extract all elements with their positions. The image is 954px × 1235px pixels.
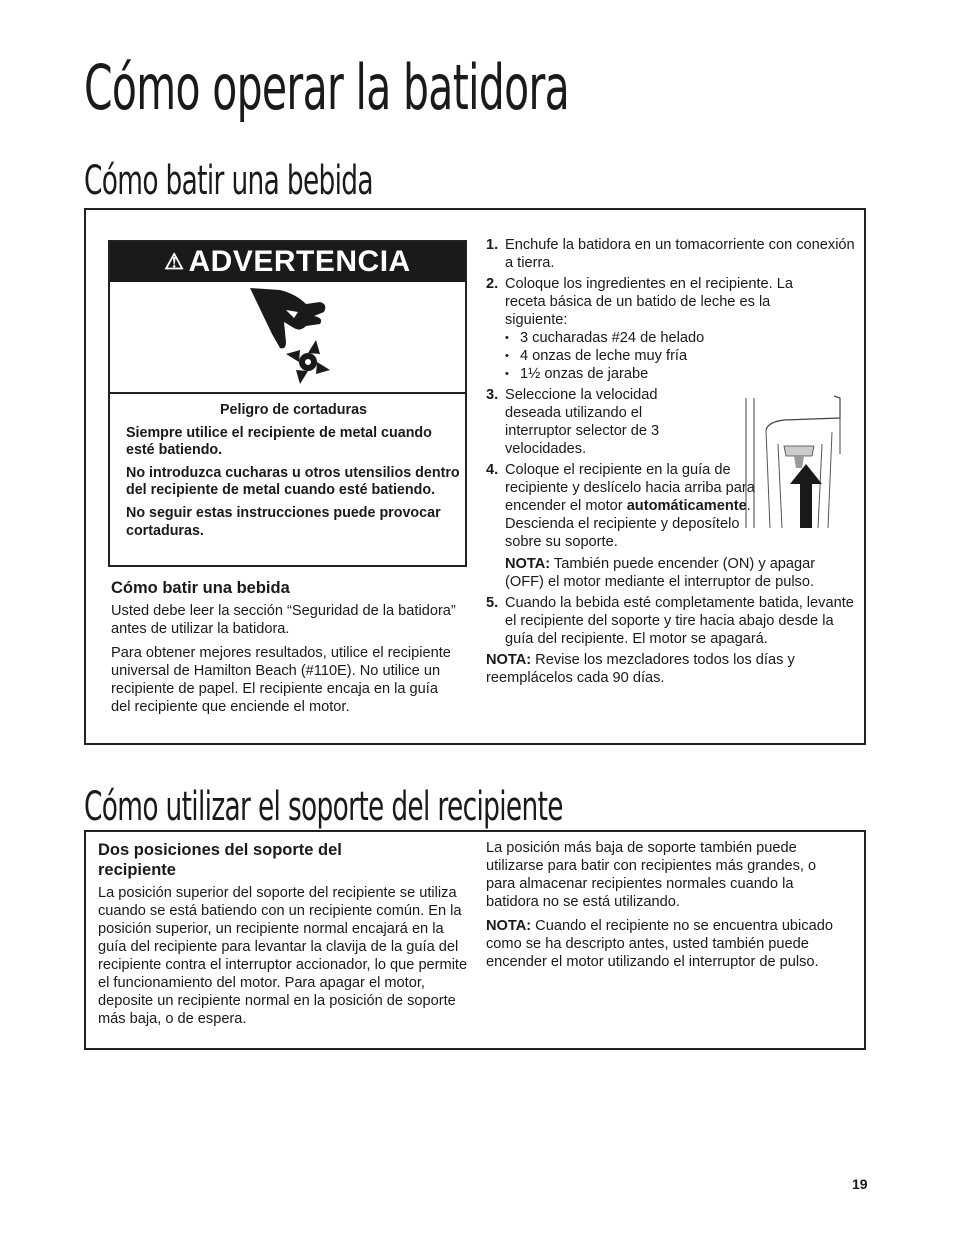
right-column-soporte (486, 839, 836, 977)
step-4: 4. Coloque el recipiente en la guía de recipiente y deslícelo hacia arriba para encender el motor automáticamente. Descienda el recipiente y deposítelo sobre su soporte. (486, 462, 755, 550)
step-1: 1. Enchufe la batidora en un tomacorriente con conexión a tierra. (486, 237, 855, 271)
note-soporte: NOTA: Cuando el recipiente no se encuentra ubicado como se ha descripto antes, usted también puede encender el motor utilizando el interruptor de pulso. (486, 918, 833, 970)
subheading-posiciones: Dos posiciones del soporte del recipiente (98, 841, 342, 879)
hand-blade-icon (110, 282, 465, 392)
recipe-item: • 3 cucharadas #24 de helado (505, 329, 805, 347)
paragraph-posicion-superior: La posición superior del soporte del recipiente se utiliza cuando se está batiendo con un recipiente común. En la posición superior, un recipiente normal encajará en la guía del recipiente para levantar la clavija de la guía del recipiente contra el interruptor accionador, lo que permite el funcionamiento del motor. Para apagar el motor, deposite un recipiente normal en la posición de soporte más baja, o de espera. (98, 885, 468, 1027)
recipe-list (505, 329, 805, 383)
paragraph-resultados: Para obtener mejores resultados, utilice el recipiente universal de Hamilton Beach (#110E). No utilice un recipiente de papel. El recipiente encaja en la guía del recipiente que enciende el motor. (111, 645, 451, 715)
page-number: 19 (852, 1176, 868, 1192)
warning-text (110, 394, 465, 540)
left-column-soporte (98, 840, 468, 1034)
warning-line-1: Siempre utilice el recipiente de metal cuando esté batiendo. (126, 424, 432, 459)
subheading-batir: Cómo batir una bebida (111, 579, 290, 597)
step-2: 2. Coloque los ingredientes en el recipiente. La receta básica de un batido de leche es la siguiente: • 3 cucharadas #24 de helado • 4 onzas de leche muy fría • 1½ onzas de jarabe (486, 275, 805, 383)
paragraph-seguridad: Usted debe leer la sección “Seguridad de la batidora” antes de utilizar la batidora. (111, 603, 456, 637)
warning-label: ADVERTENCIA (188, 245, 411, 278)
section-heading-soporte: Cómo utilizar el soporte del recipiente (84, 784, 563, 830)
recipe-item: • 1½ onzas de jarabe (505, 365, 805, 383)
warning-box (108, 240, 467, 567)
section-heading-batir: Cómo batir una bebida (84, 158, 373, 204)
warning-line-2: No introduzca cucharas u otros utensilios dentro del recipiente de metal cuando esté batiendo. (126, 464, 460, 499)
left-column-batir (111, 578, 461, 722)
cut-hazard-pictogram (110, 282, 465, 394)
step-3: 3. Seleccione la velocidad deseada utilizando el interruptor selector de 3 velocidades. (486, 387, 660, 457)
page-title: Cómo operar la batidora (84, 51, 570, 124)
step-5: 5. Cuando la bebida esté completamente batida, levante el recipiente del soporte y tire hacia abajo desde la guía del recipiente. El motor se apagará. (486, 595, 854, 647)
paragraph-posicion-baja: La posición más baja de soporte también puede utilizarse para batir con recipientes más grandes, o para almacenar recipientes normales cuando la batidora no se está utilizando. (486, 840, 817, 910)
warning-line-3: No seguir estas instrucciones puede provocar cortaduras. (126, 504, 441, 539)
warning-header (110, 242, 465, 282)
warning-triangle-icon: ⚠ (164, 249, 185, 274)
warning-danger-title: Peligro de cortaduras (220, 402, 367, 418)
recipe-item: • 4 onzas de leche muy fría (505, 347, 805, 365)
final-note: NOTA: Revise los mezcladores todos los días y reemplácelos cada 90 días. (486, 652, 795, 686)
step-4-note: NOTA: También puede encender (ON) y apagar (OFF) el motor mediante el interruptor de pulso. (505, 556, 816, 590)
mixer-cup-illustration (744, 394, 844, 530)
